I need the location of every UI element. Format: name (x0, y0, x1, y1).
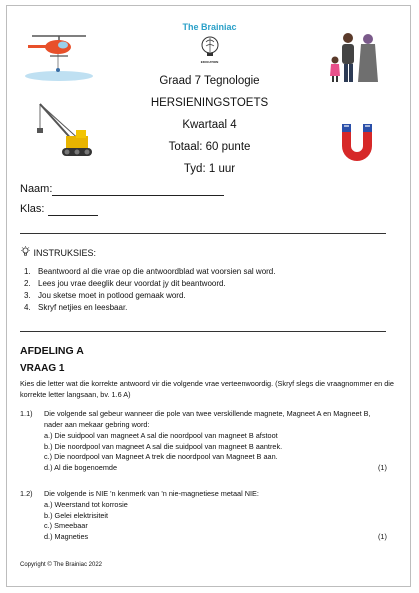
name-field[interactable] (52, 195, 224, 196)
divider (20, 331, 386, 332)
question-1-1: 1.1) Die volgende sal gebeur wanneer die pole van twee verskillende magnete, Magneet A en Magneet B, nader aan mekaar gebring word: a.) Die suidpool van magneet A sal die noordpool van magneet B afstoot b.) Die noordpool van magneet A sal die suidpool van magneet B aantrek. c.) Die noordpool van Magneet A trek die noordpool van Magneet B aan. d.) Al die bogenoemde (1) (20, 409, 387, 472)
question-options (44, 431, 282, 473)
question-1-2: 1.2) Die volgende is NIE 'n kenmerk van 'n nie-magnetiese metaal NIE: a.) Weerstand tot korrosie b.) Gelei elektrisiteit c.) Smeebaar d.) Magneties (1) (20, 489, 387, 541)
copyright: Copyright © The Brainiac 2022 (20, 562, 103, 568)
option: d.) Al die bogenoemde (44, 462, 118, 472)
header-term: Kwartaal 4 (182, 119, 237, 131)
brand-name: The Brainiac (182, 22, 237, 32)
option: c.) Smeebaar (44, 521, 88, 531)
divider (20, 233, 386, 234)
logo-caption: EDUCATION (200, 60, 219, 64)
question-options (44, 500, 128, 542)
section-intro: Kies die letter wat die korrekte antwoord vir die volgende vrae verteenwoordig. (Skryf slegs die vraagnommer en die korrekte letter langsaan, bv. 1.6 A) (20, 379, 394, 399)
instructions-heading-text: INSTRUKSIES: (33, 248, 97, 258)
instructions-list (24, 266, 275, 314)
option: a.) Die suidpool van magneet A sal die noordpool van magneet B afstoot (44, 431, 278, 440)
list-item: 2. Lees jou vrae deeglik deur voordat jy dit beantwoord. (24, 279, 226, 288)
option: b.) Gelei elektrisiteit (44, 510, 109, 520)
header-grade: Graad 7 Tegnologie (159, 75, 260, 87)
list-item: 1. Beantwoord al die vrae op die antwoordblad wat voorsien sal word. (24, 267, 276, 276)
class-field[interactable] (48, 215, 98, 216)
list-item: 3. Jou sketse moet in potlood gemaak word. (24, 291, 186, 300)
list-item: 4. Skryf netjies en leesbaar. (24, 303, 128, 312)
option: c.) Die noordpool van Magneet A trek die noordpool van Magneet B aan. (44, 452, 278, 462)
header-time: Tyd: 1 uur (183, 163, 236, 175)
option: a.) Weerstand tot korrosie (44, 500, 128, 509)
class-label: Klas: (20, 203, 45, 215)
lightbulb-icon (20, 246, 31, 257)
section-title: AFDELING A (20, 345, 84, 357)
option: b.) Die noordpool van magneet A sal die suidpool van magneet B aantrek. (44, 441, 283, 451)
question-title: VRAAG 1 (20, 363, 65, 374)
marks: (1) (378, 532, 387, 541)
instructions-heading (20, 246, 96, 258)
name-label: Naam: (20, 183, 53, 195)
marks: (1) (378, 463, 387, 472)
option: d.) Magneties (44, 531, 89, 541)
header-title: HERSIENINGSTOETS (150, 97, 269, 109)
header-total: Totaal: 60 punte (168, 141, 251, 153)
